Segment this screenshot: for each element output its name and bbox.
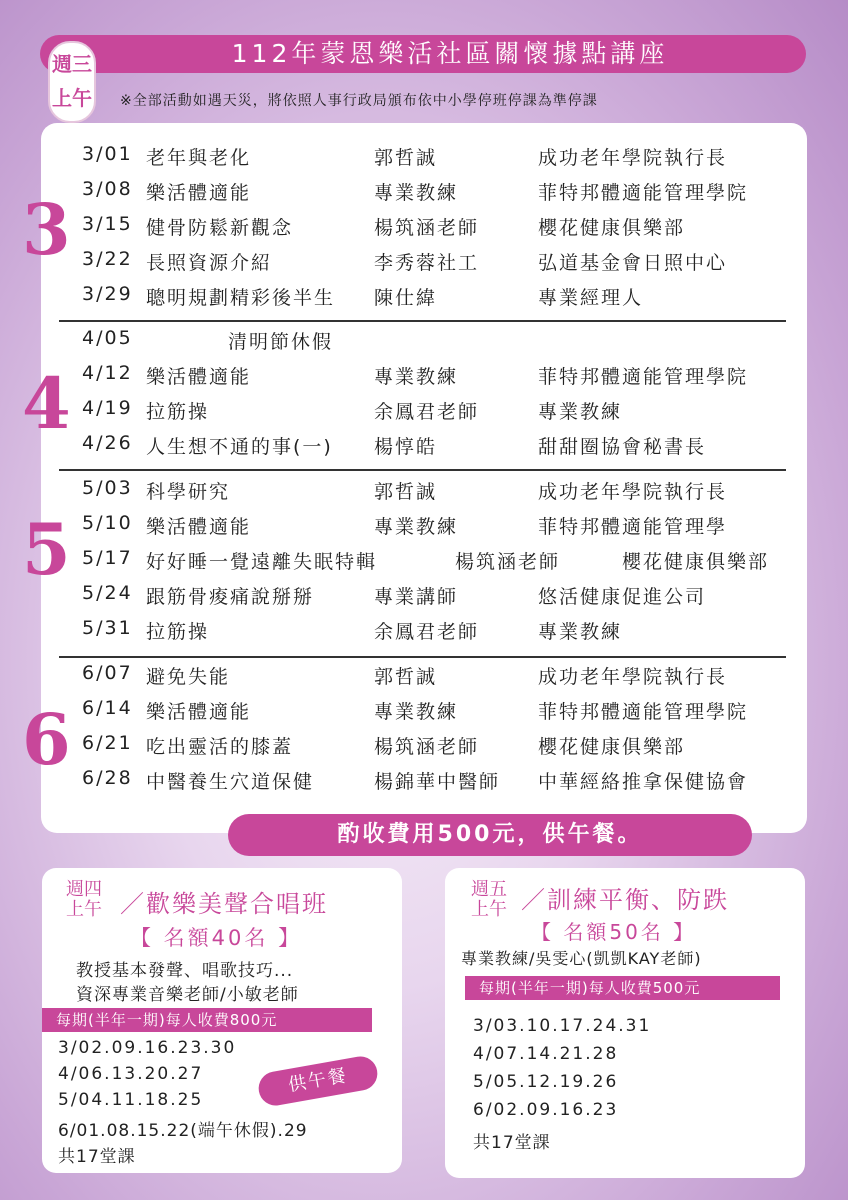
schedule-row: [0, 283, 848, 313]
day-badge-day: 週三: [52, 52, 92, 76]
schedule-row: [0, 767, 848, 797]
divider-may-june: [59, 656, 786, 658]
schedule-topic: 清明節休假: [228, 331, 334, 353]
schedule-row: [0, 397, 848, 427]
schedule-topic: 科學研究: [146, 481, 231, 503]
schedule-row: [0, 178, 848, 208]
schedule-organization: 成功老年學院執行長: [538, 666, 728, 688]
schedule-topic: 樂活體適能: [146, 182, 252, 204]
schedule-date: 3/22: [82, 248, 133, 270]
month-numeral-april: 4: [22, 362, 71, 445]
schedule-row: [0, 512, 848, 542]
thursday-total: 共17堂課: [58, 1147, 136, 1167]
friday-total: 共17堂課: [473, 1133, 551, 1153]
schedule-topic: 長照資源介紹: [146, 252, 273, 274]
schedule-date: 4/19: [82, 397, 133, 419]
schedule-date: 3/29: [82, 283, 133, 305]
schedule-date: 3/01: [82, 143, 133, 165]
month-numeral-march: 3: [22, 188, 71, 271]
schedule-organization: 菲特邦體適能管理學院: [538, 701, 749, 723]
month-numeral-june: 6: [22, 698, 71, 781]
schedule-speaker: 楊筑涵老師: [455, 551, 561, 573]
divider-april-may: [59, 469, 786, 471]
schedule-topic: 好好睡一覺遠離失眠特輯: [146, 551, 378, 573]
notice-text: ※全部活動如遇天災，將依照人事行政局頒布依中小學停班停課為準停課: [120, 93, 598, 109]
schedule-date: 6/21: [82, 732, 133, 754]
month-numeral-may: 5: [22, 508, 71, 591]
schedule-date: 5/24: [82, 582, 133, 604]
schedule-speaker: 郭哲誠: [374, 481, 438, 503]
schedule-speaker: 專業教練: [374, 182, 459, 204]
schedule-organization: 弘道基金會日照中心: [538, 252, 728, 274]
schedule-speaker: 楊筑涵老師: [374, 217, 480, 239]
schedule-speaker: 陳仕緯: [374, 287, 438, 309]
friday-quota: 【 名額50名 】: [531, 920, 697, 944]
friday-day-name: 週五: [471, 879, 507, 900]
schedule-row: [0, 732, 848, 762]
schedule-topic: 吃出靈活的膝蓋: [146, 736, 294, 758]
schedule-row: [0, 477, 848, 507]
schedule-topic: 聰明規劃精彩後半生: [146, 287, 336, 309]
schedule-row: [0, 617, 848, 647]
schedule-organization: 菲特邦體適能管理學: [538, 516, 728, 538]
schedule-speaker: 楊錦華中醫師: [374, 771, 501, 793]
schedule-row: [0, 432, 848, 462]
friday-teacher: 專業教練/吳雯心(凱凱KAY老師): [461, 949, 702, 968]
thursday-dates-june: 6/01.08.15.22(端午休假).29: [58, 1121, 308, 1141]
thursday-day: [66, 880, 102, 920]
schedule-date: 5/03: [82, 477, 133, 499]
thursday-dates-march: 3/02.09.16.23.30: [58, 1038, 237, 1058]
schedule-organization: 櫻花健康俱樂部: [622, 551, 770, 573]
schedule-organization: 成功老年學院執行長: [538, 147, 728, 169]
schedule-speaker: 郭哲誠: [374, 666, 438, 688]
schedule-organization: 專業教練: [538, 401, 623, 423]
schedule-organization: 櫻花健康俱樂部: [538, 736, 686, 758]
schedule-speaker: 余鳳君老師: [374, 401, 480, 423]
schedule-speaker: 楊筑涵老師: [374, 736, 480, 758]
thursday-quota: 【 名額40名 】: [130, 926, 303, 950]
schedule-organization: 甜甜圈協會秘書長: [538, 436, 707, 458]
schedule-date: 6/14: [82, 697, 133, 719]
schedule-speaker: 專業教練: [374, 366, 459, 388]
schedule-topic: 避免失能: [146, 666, 231, 688]
schedule-row: [0, 362, 848, 392]
day-badge-wednesday: [48, 41, 96, 123]
schedule-speaker: 余鳳君老師: [374, 621, 480, 643]
fee-banner: 酌收費用500元，供午餐。: [228, 814, 752, 856]
friday-card: [445, 868, 805, 1178]
page-title: 112年蒙恩樂活社區關懷據點講座: [231, 39, 669, 68]
schedule-row: [0, 213, 848, 243]
schedule-date: 3/15: [82, 213, 133, 235]
schedule-date: 6/28: [82, 767, 133, 789]
schedule-date: 4/26: [82, 432, 133, 454]
thursday-desc-skills: 教授基本發聲、唱歌技巧...: [76, 961, 294, 981]
thursday-card: [42, 868, 402, 1173]
schedule-row: [0, 143, 848, 173]
schedule-topic: 拉筋操: [146, 621, 210, 643]
schedule-organization: 成功老年學院執行長: [538, 481, 728, 503]
schedule-topic: 樂活體適能: [146, 701, 252, 723]
thursday-day-name: 週四: [66, 879, 102, 900]
thursday-fee-tag: 每期(半年一期)每人收費800元: [42, 1008, 372, 1032]
thursday-dates-may: 5/04.11.18.25: [58, 1090, 204, 1110]
schedule-topic: 健骨防鬆新觀念: [146, 217, 294, 239]
schedule-row: [0, 327, 848, 357]
schedule-row: [0, 547, 848, 577]
schedule-date: 5/17: [82, 547, 133, 569]
schedule-row: [0, 248, 848, 278]
thursday-dates-april: 4/06.13.20.27: [58, 1064, 204, 1084]
day-badge-time: 上午: [52, 86, 92, 110]
friday-fee-tag: 每期(半年一期)每人收費500元: [465, 976, 780, 1000]
schedule-topic: 跟筋骨痠痛說掰掰: [146, 586, 315, 608]
friday-dates-april: 4/07.14.21.28: [473, 1044, 619, 1064]
lunch-badge: 供午餐: [256, 1054, 380, 1108]
schedule-topic: 拉筋操: [146, 401, 210, 423]
divider-march-april: [59, 320, 786, 322]
schedule-speaker: 郭哲誠: [374, 147, 438, 169]
schedule-date: 3/08: [82, 178, 133, 200]
schedule-row: [0, 662, 848, 692]
schedule-date: 4/05: [82, 327, 133, 349]
thursday-title: ／歡樂美聲合唱班: [120, 890, 328, 918]
schedule-speaker: 楊惇皓: [374, 436, 438, 458]
schedule-speaker: 李秀蓉社工: [374, 252, 480, 274]
schedule-date: 6/07: [82, 662, 133, 684]
schedule-row: [0, 697, 848, 727]
schedule-organization: 櫻花健康俱樂部: [538, 217, 686, 239]
schedule-topic: 樂活體適能: [146, 366, 252, 388]
friday-dates-march: 3/03.10.17.24.31: [473, 1016, 652, 1036]
schedule-date: 5/10: [82, 512, 133, 534]
schedule-topic: 中醫養生穴道保健: [146, 771, 315, 793]
friday-day: [471, 880, 507, 920]
schedule-speaker: 專業講師: [374, 586, 459, 608]
schedule-organization: 中華經絡推拿保健協會: [538, 771, 749, 793]
schedule-speaker: 專業教練: [374, 516, 459, 538]
schedule-topic: 樂活體適能: [146, 516, 252, 538]
friday-dates-may: 5/05.12.19.26: [473, 1072, 619, 1092]
friday-dates-june: 6/02.09.16.23: [473, 1100, 619, 1120]
friday-title: ／訓練平衡、防跌: [521, 886, 729, 914]
schedule-organization: 專業教練: [538, 621, 623, 643]
schedule-organization: 專業經理人: [538, 287, 644, 309]
friday-day-time: 上午: [471, 899, 507, 920]
schedule-date: 5/31: [82, 617, 133, 639]
schedule-organization: 菲特邦體適能管理學院: [538, 366, 749, 388]
thursday-day-time: 上午: [66, 899, 102, 920]
schedule-date: 4/12: [82, 362, 133, 384]
schedule-topic: 老年與老化: [146, 147, 252, 169]
schedule-row: [0, 582, 848, 612]
schedule-speaker: 專業教練: [374, 701, 459, 723]
schedule-topic: 人生想不通的事(一): [146, 436, 333, 458]
schedule-organization: 悠活健康促進公司: [538, 586, 707, 608]
schedule-organization: 菲特邦體適能管理學院: [538, 182, 749, 204]
thursday-desc-teacher: 資深專業音樂老師/小敏老師: [76, 985, 299, 1005]
